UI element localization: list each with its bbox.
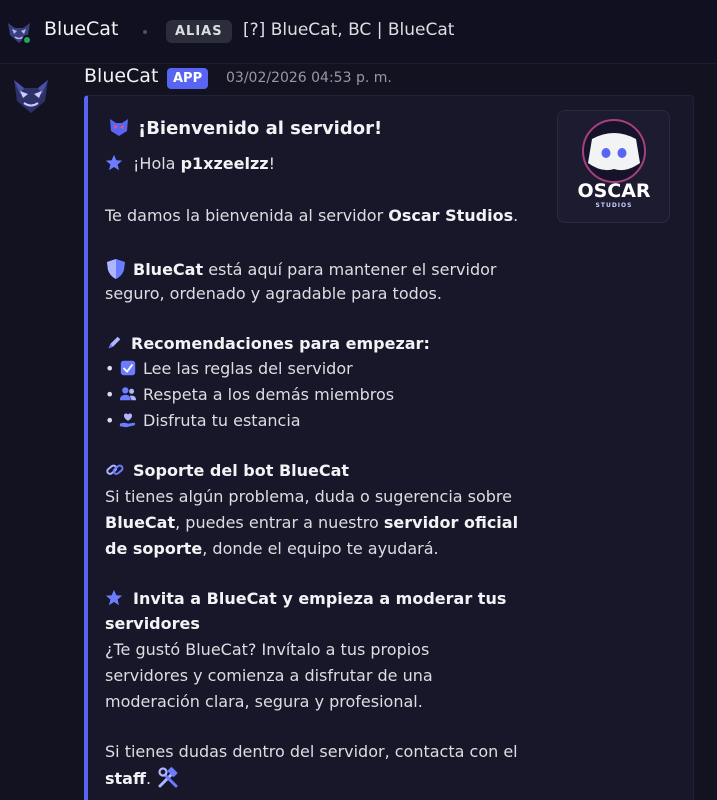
staff-line1: Si tienes dudas dentro del servidor, contacta con el — [105, 742, 518, 761]
checkbox-icon — [119, 359, 137, 377]
welcome-line: Te damos la bienvenida al servidor Oscar Studios. — [105, 206, 519, 225]
support-title: Soporte del bot BlueCat — [105, 461, 349, 480]
cat-face-icon — [108, 116, 130, 138]
rec-item-enjoy: • Disfruta tu estancia — [105, 411, 301, 430]
app-badge: APP — [167, 68, 208, 89]
alias-badge: ALIAS — [166, 20, 232, 43]
server-name: Oscar Studios — [388, 206, 514, 225]
support-server-link: servidor oficial — [383, 513, 519, 532]
header-app-name[interactable]: BlueCat — [44, 18, 119, 40]
recommendations-title: Recomendaciones para empezar: — [105, 334, 430, 353]
online-status-dot — [22, 35, 32, 45]
greeting-username: p1xzeelzz — [180, 154, 269, 173]
alias-text: [?] BlueCat, BC | BlueCat — [243, 20, 455, 40]
oscar-studios-logo — [558, 111, 671, 224]
invite-line3: moderación clara, segura y profesional. — [105, 692, 423, 711]
heart-hand-icon — [119, 411, 137, 429]
message-author[interactable]: BlueCat — [84, 65, 159, 87]
invite-line1: ¿Te gustó BlueCat? Invítalo a tus propios — [105, 640, 430, 659]
logo-text-main: OSCAR — [577, 180, 651, 202]
shield-icon — [105, 258, 127, 280]
rec-item-rules: • Lee las reglas del servidor — [105, 359, 353, 378]
link-icon — [105, 461, 125, 479]
hammer-wrench-icon — [157, 767, 179, 789]
author-avatar[interactable] — [10, 74, 52, 116]
message-timestamp: 03/02/2026 04:53 p. m. — [226, 70, 392, 86]
staff-line2: staff. — [105, 767, 179, 789]
support-line3: de soporte, donde el equipo te ayudará. — [105, 539, 439, 558]
embed-thumbnail[interactable] — [557, 110, 670, 223]
invite-line2: servidores y comienza a disfrutar de una — [105, 666, 433, 685]
star-icon — [105, 589, 123, 607]
support-line2: BlueCat, puedes entrar a nuestro servidor oficial — [105, 513, 519, 532]
header-separator — [143, 30, 147, 34]
greeting-line: ¡Hola p1xzeelzz! — [105, 154, 275, 173]
channel-header — [0, 0, 717, 64]
rec-item-respect: • Respeta a los demás miembros — [105, 385, 395, 404]
invite-title-line2: servidores — [105, 614, 200, 633]
invite-title-line1: Invita a BlueCat y empieza a moderar tus — [105, 589, 506, 608]
pencil-icon — [105, 334, 123, 352]
logo-text-sub: STUDIOS — [595, 202, 633, 209]
star-icon — [105, 154, 123, 172]
support-line1: Si tienes algún problema, duda o sugerencia sobre — [105, 487, 512, 506]
people-icon — [119, 385, 137, 403]
bluecat-desc-line2: seguro, ordenado y agradable para todos. — [105, 284, 442, 303]
embed-title — [108, 116, 382, 139]
embed-title-text: ¡Bienvenido al servidor! — [138, 118, 383, 139]
bluecat-desc-line1: BlueCat está aquí para mantener el servidor — [105, 258, 496, 280]
